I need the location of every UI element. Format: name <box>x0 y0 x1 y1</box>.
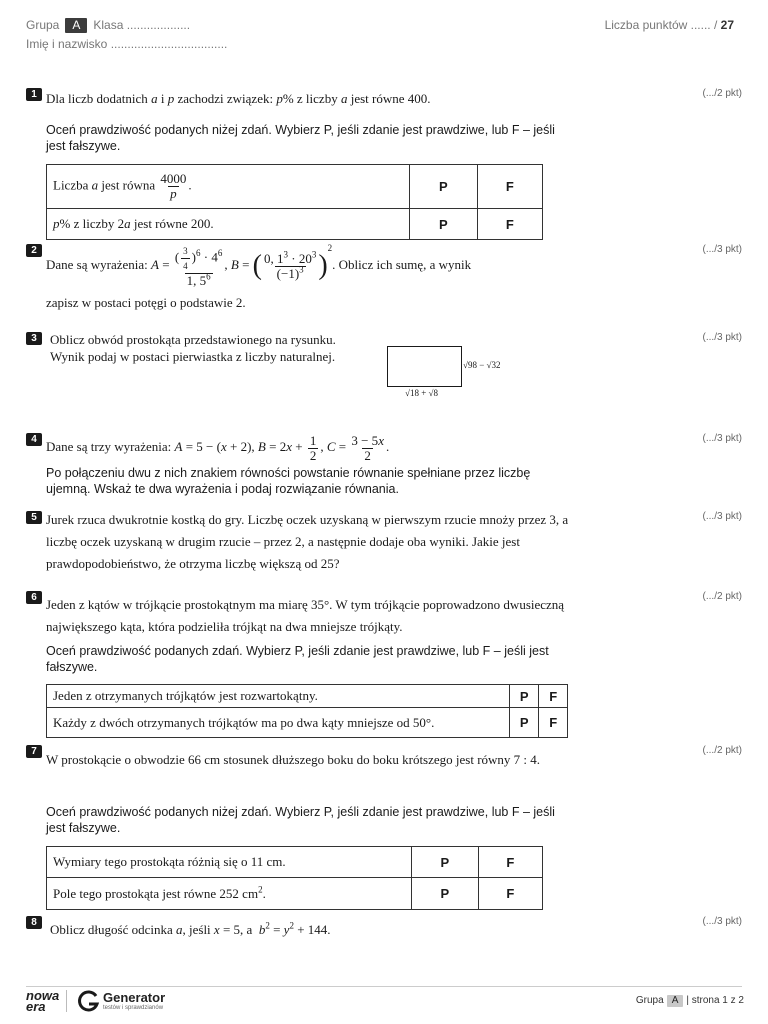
class-label: Klasa ................... <box>93 18 191 32</box>
statement-cell: Jeden z otrzymanych trójkątów jest rozwartokątny. <box>47 685 510 708</box>
rectangle-bottom-label: √18 + √8 <box>405 388 438 398</box>
rectangle-side-label: √98 − √32 <box>463 360 501 370</box>
footer-group-label: Grupa <box>635 995 664 1006</box>
task-7-instruction: Oceń prawdziwość podanych niżej zdań. Wybierz P, jeśli zdanie jest prawdziwe, lub F – jeśli jest fałszywe. <box>46 805 555 835</box>
footer-divider <box>26 986 742 987</box>
table-row <box>47 847 543 878</box>
task-4-stem: Dane są trzy wyrażenia: A = 5 − (x + 2), B = 2x + $\frac{1}{2}$ , C = $\frac{3 - 5x}{2}$ . <box>46 432 390 463</box>
true-option-cell[interactable]: P <box>412 878 479 910</box>
score-label: Liczba punktów ...... / <box>604 18 718 32</box>
task-number-7: 7 <box>26 745 42 758</box>
statement-cell: Liczba a jest równa $\frac{4000}{p}$ . <box>47 165 410 209</box>
task-6-instruction: Oceń prawdziwość podanych zdań. Wybierz P, jeśli zdanie jest prawdziwe, lub F – jeśli jest fałszywe. <box>46 644 549 674</box>
task-8-stem: Oblicz długość odcinka a, jeśli x = 5, a $b^2 = y^2 + 144$. <box>50 920 331 937</box>
task-5-stem: Jurek rzuca dwukrotnie kostką do gry. Liczbę oczek uzyskaną w pierwszym rzucie mnoży przez 3, a liczbę oczek uzyskaną w drugim rzucie – przez 2, a następnie dodaje oba wyniki. Jakie jest prawdopodobieństwo, że otrzyma liczbę większą od 25? <box>46 512 569 571</box>
task-7-table <box>46 846 543 910</box>
statement-cell: Pole tego prostokąta jest równe 252 $cm^2$. <box>47 878 412 910</box>
true-option-cell[interactable]: P <box>410 209 478 240</box>
task-points-4: (.../3 pkt) <box>702 433 742 444</box>
score-total: 27 <box>720 18 734 32</box>
footer-group-badge: A <box>667 995 684 1007</box>
logo-text: nowa era <box>26 988 60 1014</box>
rectangle-figure <box>387 346 462 387</box>
false-option-cell[interactable]: F <box>539 685 568 708</box>
generator-subtitle: testów i sprawdzianów <box>103 1005 164 1011</box>
task-number-6: 6 <box>26 591 42 604</box>
statement-cell: Każdy z dwóch otrzymanych trójkątów ma po dwa kąty mniejsze od 50°. <box>47 708 510 738</box>
task-points-6: (.../2 pkt) <box>702 591 742 602</box>
true-option-cell[interactable]: P <box>510 708 539 738</box>
true-option-cell[interactable]: P <box>410 165 478 209</box>
task-4-text: Po połączeniu dwu z nich znakiem równości powstanie równanie spełniane przez liczbę ujemną. Wskaż te dwa wyrażenia i podaj rozwiązanie równania. <box>46 466 531 496</box>
generator-logo-icon <box>76 989 100 1013</box>
nowa-era-logo <box>26 990 60 1012</box>
footer-page-info <box>636 995 744 1007</box>
task-points-7: (.../2 pkt) <box>702 745 742 756</box>
task-2-stem: Dane są wyrażenia: A = ( $\frac{3}{4}$ )$^6 \cdot 4^6$ 1, $5^6$ , B = ( $\frac{0, 1^3 \cdot 20^3}{(-1)^3}$ )$^2$. Oblicz ich sumę, a wynik <box>46 242 472 288</box>
generator-brand: Generator <box>103 990 166 1005</box>
group-label: Grupa <box>26 18 60 32</box>
task-number-1: 1 <box>26 88 42 101</box>
footer-page-number: | strona 1 z 2 <box>686 995 744 1006</box>
false-option-cell[interactable]: F <box>478 878 542 910</box>
task-points-8: (.../3 pkt) <box>702 916 742 927</box>
task-number-4: 4 <box>26 433 42 446</box>
name-field: Imię i nazwisko ................................... <box>26 37 228 51</box>
true-option-cell[interactable]: P <box>412 847 479 878</box>
task-points-3: (.../3 pkt) <box>702 332 742 343</box>
true-option-cell[interactable]: P <box>510 685 539 708</box>
score-field <box>605 18 734 32</box>
table-row <box>47 209 543 240</box>
task-points-1: (.../2 pkt) <box>702 88 742 99</box>
task-points-5: (.../3 pkt) <box>702 511 742 522</box>
false-option-cell[interactable]: F <box>477 165 542 209</box>
table-row <box>47 708 568 738</box>
task-2-stem-cont: zapisz w postaci potęgi o podstawie 2. <box>46 295 246 310</box>
table-row <box>47 165 543 209</box>
task-1-table <box>46 164 543 240</box>
task-7-stem: W prostokącie o obwodzie 66 cm stosunek dłuższego boku do boku krótszego jest równy 7 : 4. <box>46 752 541 767</box>
task-6-table <box>46 684 568 738</box>
task-1-stem: Dla liczb dodatnich a i p zachodzi związek: p% z liczby a jest równe 400. <box>46 91 431 106</box>
false-option-cell[interactable]: F <box>539 708 568 738</box>
task-6-stem: Jeden z kątów w trójkącie prostokątnym ma miarę 35°. W tym trójkącie poprowadzono dwusieczną największego kąta, która podzieliła trójkąt na dwa mniejsze trójkąty. <box>46 597 565 634</box>
task-1-instruction: Oceń prawdziwość podanych niżej zdań. Wybierz P, jeśli zdanie jest prawdziwe, lub F – jeśli jest fałszywe. <box>46 123 555 153</box>
footer-logo-divider <box>66 990 67 1012</box>
task-points-2: (.../3 pkt) <box>702 244 742 255</box>
task-number-2: 2 <box>26 244 42 257</box>
table-row <box>47 685 568 708</box>
statement-cell: p% z liczby 2a jest równe 200. <box>47 209 410 240</box>
header-group-row <box>26 18 190 33</box>
false-option-cell[interactable]: F <box>478 847 542 878</box>
statement-cell: Wymiary tego prostokąta różnią się o 11 cm. <box>47 847 412 878</box>
task-number-3: 3 <box>26 332 42 345</box>
task-number-5: 5 <box>26 511 42 524</box>
table-row <box>47 878 543 910</box>
group-badge: A <box>65 18 87 33</box>
task-number-8: 8 <box>26 916 42 929</box>
task-3-stem: Oblicz obwód prostokąta przedstawionego na rysunku. Wynik podaj w postaci pierwiastka z liczby naturalnej. <box>50 332 336 364</box>
false-option-cell[interactable]: F <box>477 209 542 240</box>
